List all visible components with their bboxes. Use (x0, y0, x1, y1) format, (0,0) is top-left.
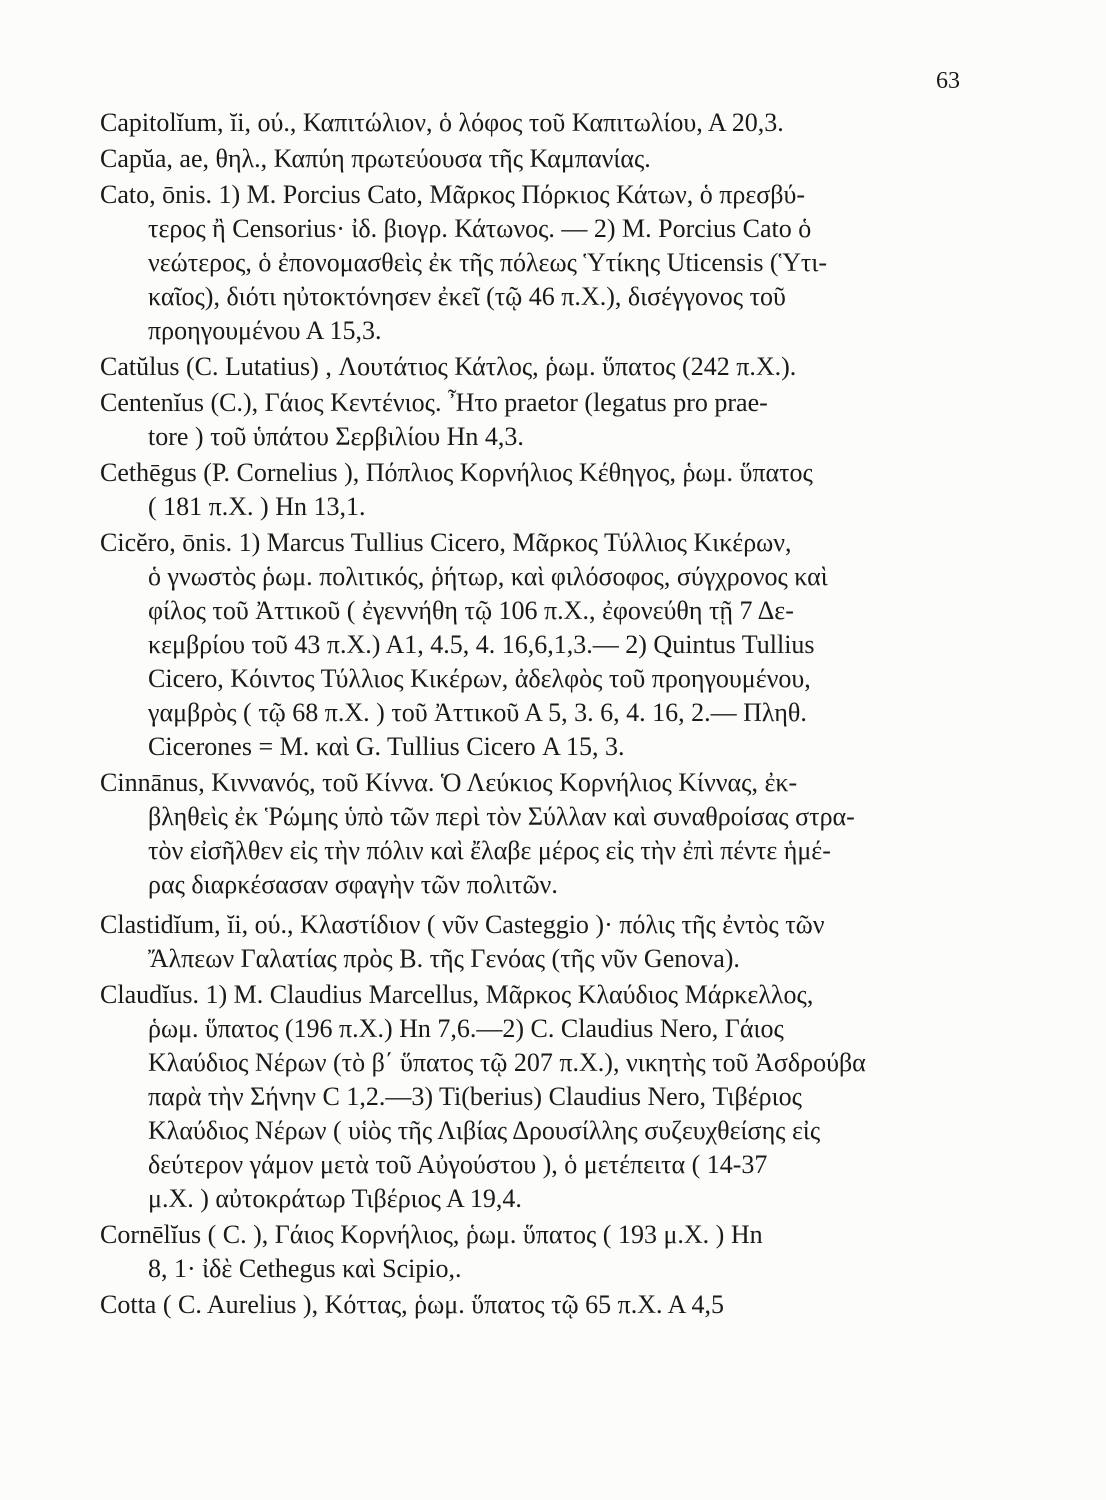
entry-line: Κλαύδιος Νέρων (τὸ β΄ ὕπατος τῷ 207 π.Χ.), νικητὴς τοῦ Ἀσδρούβα (148, 1048, 866, 1077)
entry-claudius (100, 978, 966, 1216)
entry-capitolium (100, 106, 966, 140)
entry-line: νεώτερος, ὁ ἐπονομασθεὶς ἐκ τῆς πόλεως Ὑτίκης Uticensis (Ὑτι- (148, 248, 828, 277)
entry-capua (100, 142, 966, 176)
entry-centenius (100, 386, 966, 454)
entry-line: ρας διαρκέσασαν σφαγὴν τῶν πολιτῶν. (148, 870, 558, 899)
entry-line: φίλος τοῦ Ἀττικοῦ ( ἐγεννήθη τῷ 106 π.Χ., ἐφονεύθη τῇ 7 Δε- (148, 596, 794, 625)
entry-cicero (100, 526, 966, 764)
page-number: 63 (936, 68, 960, 94)
entry-line: 8, 1· ἰδὲ Cethegus καὶ Scipio,. (148, 1254, 462, 1283)
entry-line: tore ) τοῦ ὑπάτου Σερβιλίου Hn 4,3. (148, 422, 524, 451)
entry-cornelius (100, 1218, 966, 1286)
entry-line: βληθεὶς ἐκ Ῥώμης ὑπὸ τῶν περὶ τὸν Σύλλαν καὶ συναθροίσας στρα- (148, 802, 855, 831)
entry-line: Cicerones = M. καὶ G. Tullius Cicero Α 15, 3. (148, 732, 625, 761)
entry-line: Cornēlĭus ( C. ), Γάιος Κορνήλιος, ῥωμ. ὕπατος ( 193 μ.Χ. ) Hn (100, 1220, 763, 1249)
glossary-entries (100, 106, 966, 1322)
entry-line: παρὰ τὴν Σήνην C 1,2.—3) Ti(berius) Claudius Nero, Τιβέριος (148, 1082, 802, 1111)
entry-line: Cotta ( C. Aurelius ), Κόττας, ῥωμ. ὕπατος τῷ 65 π.Χ. Α 4,5 (100, 1290, 724, 1319)
entry-line: Catŭlus (C. Lutatius) , Λουτάτιος Κάτλος, ῥωμ. ὕπατος (242 π.Χ.). (100, 352, 797, 381)
entry-line: γαμβρὸς ( τῷ 68 π.Χ. ) τοῦ Ἀττικοῦ Α 5, 3. 6, 4. 16, 2.— Πληθ. (148, 698, 807, 727)
entry-line: Κλαύδιος Νέρων ( υἱὸς τῆς Λιβίας Δρουσίλλης συζευχθείσης εἰς (148, 1116, 821, 1145)
entry-line: Cethēgus (P. Cornelius ), Πόπλιος Κορνήλιος Κέθηγος, ῥωμ. ὕπατος (100, 458, 813, 487)
entry-cethegus (100, 456, 966, 524)
entry-line: τὸν εἰσῆλθεν εἰς τὴν πόλιν καὶ ἔλαβε μέρος εἰς τὴν ἐπὶ πέντε ἡμέ- (148, 836, 831, 865)
entry-line: Capŭa, ae, θηλ., Καπύη πρωτεύουσα τῆς Καμπανίας. (100, 144, 651, 173)
entry-line: τερος ἢ Censorius· ἰδ. βιογρ. Κάτωνος. — 2) Μ. Porcius Cato ὁ (148, 214, 812, 243)
entry-line: Claudĭus. 1) Μ. Claudius Marcellus, Μᾶρκος Κλαύδιος Μάρκελλος, (100, 980, 814, 1009)
entry-line: Centenĭus (C.), Γάιος Κεντένιος. Ἦτο praetor (legatus pro prae- (100, 388, 768, 417)
entry-clastidium (100, 908, 966, 976)
entry-line: Cato, ōnis. 1) Μ. Porcius Cato, Μᾶρκος Πόρκιος Κάτων, ὁ πρεσβύ- (100, 180, 806, 209)
entry-line: Cicero, Κόιντος Τύλλιος Κικέρων, ἀδελφὸς τοῦ προηγουμένου, (148, 664, 811, 693)
entry-line: Cinnānus, Κιννανός, τοῦ Κίννα. Ὁ Λεύκιος Κορνήλιος Κίννας, ἐκ- (100, 768, 798, 797)
entry-cinnanus (100, 766, 966, 902)
entry-line: καῖος), διότι ηὐτοκτόνησεν ἐκεῖ (τῷ 46 π.Χ.), δισέγγονος τοῦ (148, 282, 786, 311)
entry-cotta (100, 1288, 966, 1322)
entry-line: μ.Χ. ) αὐτοκράτωρ Τιβέριος Α 19,4. (148, 1184, 522, 1213)
entry-line: Ἄλπεων Γαλατίας πρὸς Β. τῆς Γενόας (τῆς νῦν Genova). (148, 944, 740, 973)
entry-line: Cicĕro, ōnis. 1) Marcus Tullius Cicero, Μᾶρκος Τύλλιος Κικέρων, (100, 528, 792, 557)
entry-line: κεμβρίου τοῦ 43 π.Χ.) Α1, 4.5, 4. 16,6,1,3.— 2) Quintus Tullius (148, 630, 815, 659)
entry-cato (100, 178, 966, 348)
entry-line: Capitolĭum, ĭi, ού., Καπιτώλιον, ὁ λόφος τοῦ Καπιτωλίου, Α 20,3. (100, 108, 784, 137)
entry-line: ὁ γνωστὸς ῥωμ. πολιτικός, ῥήτωρ, καὶ φιλόσοφος, σύγχρονος καὶ (148, 562, 828, 591)
entry-line: Clastidĭum, ĭi, ού., Κλαστίδιον ( νῦν Casteggio )· πόλις τῆς ἐντὸς τῶν (100, 910, 825, 939)
entry-line: ῥωμ. ὕπατος (196 π.Χ.) Hn 7,6.—2) C. Claudius Nero, Γάιος (148, 1014, 784, 1043)
entry-line: ( 181 π.Χ. ) Hn 13,1. (148, 492, 366, 521)
entry-catulus (100, 350, 966, 384)
entry-line: προηγουμένου Α 15,3. (148, 316, 382, 345)
entry-line: δεύτερον γάμον μετὰ τοῦ Αὐγούστου ), ὁ μετέπειτα ( 14-37 (148, 1150, 768, 1179)
